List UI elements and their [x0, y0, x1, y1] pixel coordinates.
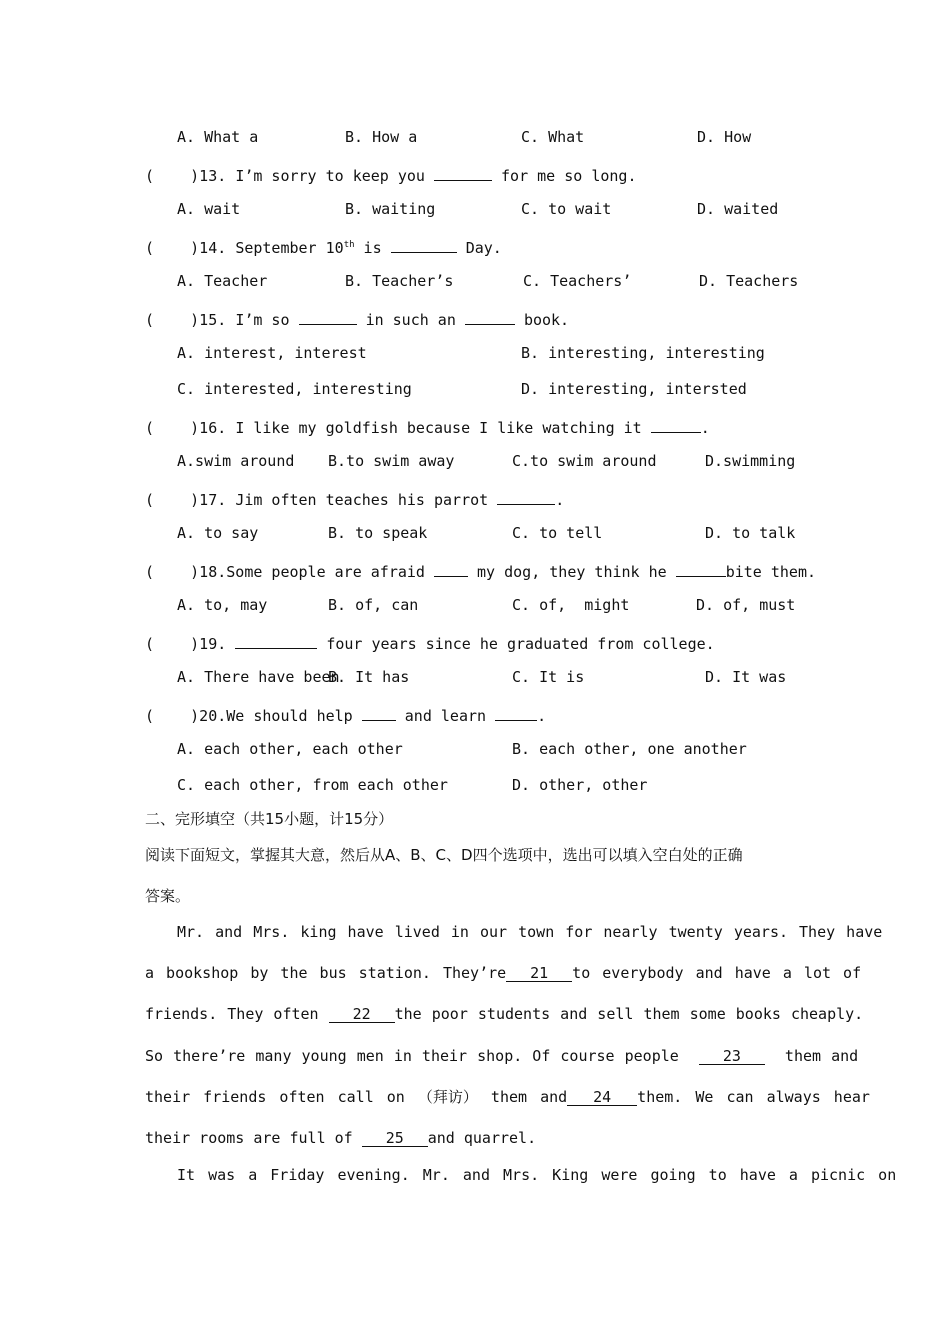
passage-text: friends. They often [145, 1005, 319, 1023]
passage-text: to everybody and have a lot of [572, 964, 862, 982]
question-text: Day. [465, 239, 502, 257]
question-text: and learn [404, 707, 487, 725]
answer-paren: ( [145, 311, 155, 329]
q17-option-b: B. to speak [328, 524, 428, 542]
question-number: )15. [190, 311, 227, 329]
q12-option-d: D. How [697, 128, 752, 146]
passage-line [145, 1004, 863, 1024]
answer-blank[interactable] [434, 163, 492, 181]
question-text: book. [523, 311, 570, 329]
q19-option-d: D. It was [705, 668, 787, 686]
passage-text: them. We can always hear [637, 1088, 870, 1106]
question-text: I’m so [235, 311, 290, 329]
question-14 [145, 235, 502, 258]
q17-option-c: C. to tell [512, 524, 603, 542]
superscript: th [343, 240, 355, 250]
q12-option-c: C. What [521, 128, 585, 146]
passage-text: a bookshop by the bus station. They’re [145, 964, 507, 982]
q14-option-b: B. Teacher’s [345, 272, 454, 290]
q18-option-a: A. to, may [177, 596, 268, 614]
question-18 [145, 559, 816, 582]
answer-blank[interactable] [235, 631, 317, 649]
q14-option-a: A. Teacher [177, 272, 268, 290]
question-17 [145, 487, 564, 510]
passage-text: their rooms are full of [145, 1129, 353, 1147]
question-text: is [354, 239, 382, 257]
answer-paren: ( [145, 239, 155, 257]
answer-blank[interactable] [495, 703, 537, 721]
question-text: . [555, 491, 565, 509]
question-number: )13. [190, 167, 227, 185]
q15-option-c: C. interested, interesting [177, 380, 412, 398]
q20-option-d: D. other, other [512, 776, 648, 794]
passage-line: Mr. and Mrs. king have lived in our town for nearly twenty years. They have [177, 923, 883, 941]
passage-text: So there’re many young men in their shop. Of course people [145, 1047, 679, 1065]
passage-text: （拜访） [417, 1088, 478, 1106]
answer-blank[interactable] [465, 307, 515, 325]
question-text: We should help [226, 707, 353, 725]
passage-line [145, 1087, 870, 1107]
question-text: Some people are afraid [226, 563, 425, 581]
answer-paren: ( [145, 419, 155, 437]
q16-option-a: A.swim around [177, 452, 295, 470]
cloze-blank-25[interactable]: 25 [362, 1129, 428, 1147]
q19-option-a: A. There have been [177, 668, 340, 686]
question-number: )20. [190, 707, 227, 725]
answer-paren: ( [145, 491, 155, 509]
section-instruction-cont: 答案。 [145, 887, 191, 905]
answer-blank[interactable] [676, 559, 726, 577]
passage-line [145, 963, 861, 983]
answer-blank[interactable] [497, 487, 555, 505]
question-16 [145, 415, 710, 438]
question-number: )19. [190, 635, 227, 653]
question-number: )17. [190, 491, 227, 509]
q20-option-b: B. each other, one another [512, 740, 747, 758]
q16-option-c: C.to swim around [512, 452, 657, 470]
q15-option-b: B. interesting, interesting [521, 344, 765, 362]
question-text: four years since he graduated from college. [326, 635, 715, 653]
answer-blank[interactable] [299, 307, 357, 325]
passage-line: It was a Friday evening. Mr. and Mrs. King were going to have a picnic on [177, 1166, 897, 1184]
q13-option-d: D. waited [697, 200, 779, 218]
question-text: bite them. [725, 563, 817, 581]
passage-line [145, 1128, 536, 1148]
q15-option-d: D. interesting, intersted [521, 380, 747, 398]
answer-blank[interactable] [391, 235, 457, 253]
passage-text: them and [490, 1088, 568, 1106]
q18-option-d: D. of, must [696, 596, 796, 614]
passage-text: the poor students and sell them some books cheaply. [394, 1005, 864, 1023]
q14-option-c: C. Teachers’ [523, 272, 632, 290]
question-text: September 10 [235, 239, 344, 257]
question-text: for me so long. [501, 167, 637, 185]
section-heading: 二、完形填空（共15小题，计15分） [145, 810, 394, 828]
answer-paren: ( [145, 635, 155, 653]
q15-option-a: A. interest, interest [177, 344, 367, 362]
q14-option-d: D. Teachers [699, 272, 799, 290]
passage-text: them and [784, 1047, 859, 1065]
q17-option-d: D. to talk [705, 524, 796, 542]
question-15 [145, 307, 569, 330]
passage-text: their friends often call on [145, 1088, 405, 1106]
answer-paren: ( [145, 167, 155, 185]
q20-option-c: C. each other, from each other [177, 776, 448, 794]
cloze-blank-23[interactable]: 23 [699, 1047, 765, 1065]
q19-option-b: B. It has [328, 668, 410, 686]
question-13 [145, 163, 637, 186]
q17-option-a: A. to say [177, 524, 259, 542]
question-text: Jim often teaches his parrot [235, 491, 489, 509]
q19-option-c: C. It is [512, 668, 585, 686]
q20-option-a: A. each other, each other [177, 740, 403, 758]
q13-option-b: B. waiting [345, 200, 436, 218]
question-text: I like my goldfish because I like watching it [235, 419, 642, 437]
cloze-blank-24[interactable]: 24 [567, 1088, 637, 1106]
question-19 [145, 631, 715, 654]
q18-option-b: B. of, can [328, 596, 419, 614]
q12-option-b: B. How a [345, 128, 418, 146]
question-number: )14. [190, 239, 227, 257]
answer-blank[interactable] [362, 703, 396, 721]
question-text: . [537, 707, 547, 725]
question-text: my dog, they think he [477, 563, 667, 581]
q16-option-b: B.to swim away [328, 452, 455, 470]
question-number: )16. [190, 419, 227, 437]
answer-blank[interactable] [434, 559, 468, 577]
question-text: in such an [365, 311, 456, 329]
q13-option-c: C. to wait [521, 200, 612, 218]
q16-option-d: D.swimming [705, 452, 796, 470]
cloze-blank-22[interactable]: 22 [329, 1005, 395, 1023]
q12-option-a: A. What a [177, 128, 259, 146]
q18-option-c: C. of, might [512, 596, 630, 614]
question-20 [145, 703, 546, 726]
passage-line [145, 1046, 858, 1066]
q13-option-a: A. wait [177, 200, 241, 218]
section-instruction: 阅读下面短文，掌握其大意，然后从A、B、C、D四个选项中，选出可以填入空白处的正确 [145, 846, 743, 864]
answer-blank[interactable] [651, 415, 701, 433]
answer-paren: ( [145, 563, 155, 581]
passage-text: and quarrel. [427, 1129, 537, 1147]
cloze-blank-21[interactable]: 21 [506, 964, 572, 982]
question-text: I’m sorry to keep you [235, 167, 425, 185]
question-number: )18. [190, 563, 227, 581]
answer-paren: ( [145, 707, 155, 725]
question-text: . [700, 419, 710, 437]
